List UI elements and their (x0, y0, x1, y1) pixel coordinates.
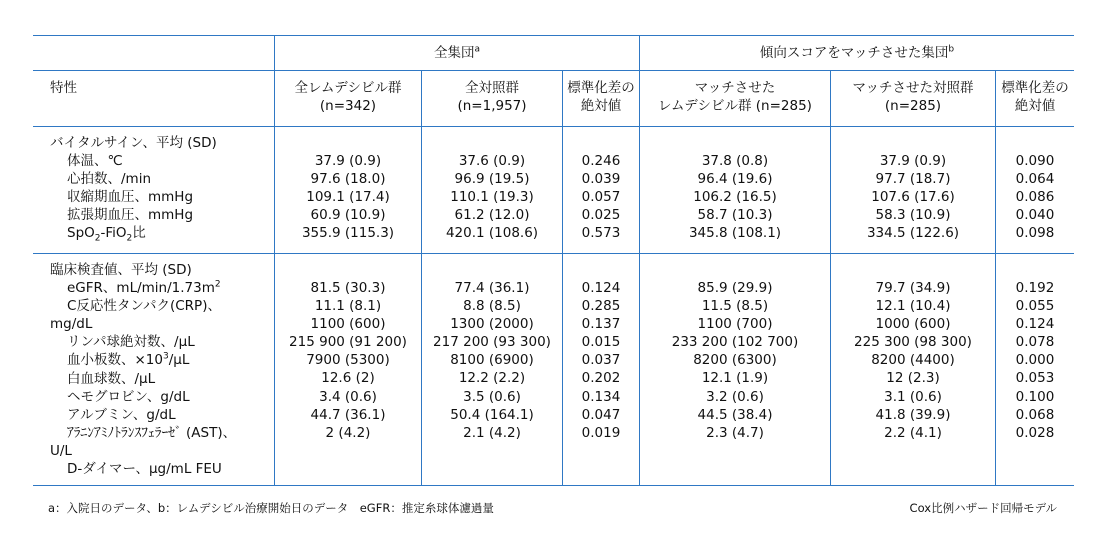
cell: 0.100 (1015, 388, 1055, 405)
cell: 0.064 (1015, 171, 1055, 188)
cell: 8100 (6900) (450, 352, 534, 369)
cell: 81.5 (30.3) (310, 280, 386, 296)
cell: 3.1 (0.6) (884, 388, 942, 405)
cell: 1000 (600) (875, 316, 951, 333)
cell: 0.000 (1015, 352, 1055, 369)
col-header-matched-control (831, 79, 995, 115)
labs-heading: 臨床検査値、平均 (SD) (50, 262, 192, 278)
cell: 355.9 (115.3) (301, 225, 395, 242)
cell: 0.137 (581, 316, 621, 333)
table-top-rule (33, 35, 1074, 36)
cell: 8.8 (8.5) (463, 298, 521, 315)
fio2-text: -FiO (100, 225, 127, 242)
vitals-matched-remdesivir-col (640, 152, 830, 242)
cell: 110.1 (19.3) (450, 189, 534, 206)
cell: 0.039 (581, 171, 621, 188)
cell: 3.5 (0.6) (463, 388, 521, 405)
cell: 0.037 (581, 352, 621, 369)
cell: 0.055 (1015, 298, 1055, 315)
cell: 107.6 (17.6) (871, 189, 955, 206)
cell: 96.4 (19.6) (697, 171, 773, 188)
cell: 77.4 (36.1) (454, 280, 530, 296)
cell: 215 900 (91 200) (289, 334, 407, 351)
cell: 420.1 (108.6) (445, 225, 539, 242)
cell: 2.1 (4.2) (463, 424, 521, 441)
labs-all-remdesivir-col (275, 279, 421, 442)
col-header-matched-control-line2: (n=285) (884, 98, 942, 114)
cell: 217 200 (93 300) (433, 334, 551, 351)
cell: 334.5 (122.6) (866, 225, 960, 242)
cell: 3.2 (0.6) (706, 388, 764, 405)
vitals-heading: バイタルサイン、平均 (SD) (50, 135, 217, 151)
row-label: ヘモグロビン、g/dL (67, 388, 190, 405)
cell: 0.192 (1015, 280, 1055, 296)
row-label: C反応性タンパク(CRP)、 (67, 298, 221, 315)
row-label-platelet (50, 351, 236, 369)
cell: 41.8 (39.9) (875, 406, 951, 423)
cell: 1100 (700) (697, 316, 773, 333)
cell: 106.2 (16.5) (693, 189, 777, 206)
cell: 225 300 (98 300) (854, 334, 972, 351)
cell: 97.6 (18.0) (310, 171, 386, 188)
cell: 12.1 (10.4) (875, 298, 951, 315)
cell: 37.8 (0.8) (701, 153, 769, 169)
group-all-header (275, 44, 639, 62)
vitals-all-control-col (422, 152, 562, 242)
cell: 37.9 (0.9) (314, 153, 382, 169)
col-header-all-remdesivir-line2: (n=342) (319, 98, 377, 114)
cell: 2.2 (4.1) (884, 424, 942, 441)
col-header-smd-matched-line2: 絶対値 (1014, 98, 1056, 114)
row-label-egfr (50, 279, 236, 297)
col-header-smd-all (563, 79, 639, 115)
platelet-sup: 3 (163, 351, 169, 362)
egfr-text: eGFR、mL/min/1.73m (67, 280, 215, 297)
col-header-all-control (422, 79, 562, 115)
cell: 8200 (4400) (871, 352, 955, 369)
cell: 0.202 (581, 370, 621, 387)
cell: 0.053 (1015, 370, 1055, 387)
cell: 11.5 (8.5) (701, 298, 769, 315)
col-header-matched-remdesivir (640, 79, 830, 115)
row-label: U/L (50, 442, 72, 459)
cell: 85.9 (29.9) (697, 280, 773, 296)
labs-matched-control-col (831, 279, 995, 442)
cell: 37.6 (0.9) (458, 153, 526, 169)
vitals-all-remdesivir-col (275, 152, 421, 242)
cell: 0.285 (581, 298, 621, 315)
vitals-labels (50, 152, 217, 245)
cell: 37.9 (0.9) (879, 153, 947, 169)
labs-all-control-col (422, 279, 562, 442)
cell: 0.124 (1015, 316, 1055, 333)
cell: 12.2 (2.2) (458, 370, 526, 387)
cell: 12.1 (1.9) (701, 370, 769, 387)
col-header-smd-matched (996, 79, 1074, 115)
section-divider-rule (33, 253, 1074, 254)
cell: 7900 (5300) (306, 352, 390, 369)
row-label: アルブミン、g/dL (67, 406, 176, 423)
row-label: 収縮期血圧、mmHg (67, 189, 194, 206)
cell: 0.078 (1015, 334, 1055, 351)
spo2-text: SpO (67, 225, 95, 242)
cell: 0.086 (1015, 189, 1055, 206)
cell: 0.019 (581, 424, 621, 441)
cell: 0.068 (1015, 406, 1055, 423)
cell: 0.090 (1015, 153, 1055, 169)
vitals-smd-all-col (563, 152, 639, 242)
group-all-label: 全集団 (433, 45, 475, 61)
row-label: 拡張期血圧、mmHg (67, 207, 194, 224)
row-label: 白血球数、/µL (67, 370, 156, 387)
cell: 0.028 (1015, 424, 1055, 441)
cell: 61.2 (12.0) (454, 207, 530, 224)
row-label: リンパ球絶対数、/µL (67, 334, 195, 351)
group-matched-header (640, 44, 1074, 62)
cell: 60.9 (10.9) (310, 207, 386, 224)
group-all-sup: a (474, 44, 480, 55)
row-label: 心拍数、/min (67, 171, 152, 188)
cell: 96.9 (19.5) (454, 171, 530, 188)
col-header-all-control-line2: (n=1,957) (457, 98, 527, 114)
cell: 345.8 (108.1) (688, 225, 782, 242)
row-label: ｱﾗﾆﾝｱﾐﾉﾄﾗﾝｽﾌｪﾗｰｾﾞ (AST)、 (67, 424, 237, 441)
vitals-matched-control-col (831, 152, 995, 242)
cell: 12.6 (2) (321, 370, 375, 387)
platelet-unit: /µL (168, 352, 190, 369)
cell: 58.7 (10.3) (697, 207, 773, 224)
col-header-smd-matched-line1: 標準化差の (1001, 80, 1069, 96)
cell: 97.7 (18.7) (875, 171, 951, 188)
footnote-left: a：入院日のデータ、b：レムデシビル治療開始日のデータ eGFR：推定糸球体濾過量 (48, 501, 494, 515)
cell: 0.057 (581, 189, 621, 206)
cell: 44.5 (38.4) (697, 406, 773, 423)
row-label: D-ダイマー、µg/mL FEU (67, 461, 222, 478)
labs-smd-all-col (563, 279, 639, 442)
vitals-smd-matched-col (996, 152, 1074, 242)
group-matched-label: 傾向スコアをマッチさせた集団 (759, 45, 949, 61)
row-label-spo2 (67, 224, 217, 245)
cell: 79.7 (34.9) (875, 280, 951, 296)
col-header-smd-all-line2: 絶対値 (580, 98, 622, 114)
spo2-sub: 2 (94, 234, 101, 245)
fio2-sub: 2 (126, 234, 133, 245)
platelet-text: 血小板数、×10 (67, 352, 163, 369)
footnote-right: Cox比例ハザード回帰モデル (909, 501, 1057, 515)
col-header-matched-control-line1: マッチさせた対照群 (852, 80, 974, 96)
labs-smd-matched-col (996, 279, 1074, 442)
cell: 233 200 (102 700) (671, 334, 799, 351)
col-header-characteristic: 特性 (50, 80, 77, 96)
cell: 8200 (6300) (693, 352, 777, 369)
cell: 109.1 (17.4) (306, 189, 390, 206)
col-header-all-remdesivir-line1: 全レムデシビル群 (294, 80, 402, 96)
cell: 3.4 (0.6) (319, 388, 377, 405)
col-header-matched-remdesivir-line2: レムデシビル群 (n=285) (658, 98, 812, 114)
cell: 0.015 (581, 334, 621, 351)
cell: 0.098 (1015, 225, 1055, 242)
cell: 1300 (2000) (450, 316, 534, 333)
col-header-smd-all-line1: 標準化差の (567, 80, 635, 96)
col-header-all-remdesivir (275, 79, 421, 115)
cell: 44.7 (36.1) (310, 406, 386, 423)
cell: 0.134 (581, 388, 621, 405)
cell: 50.4 (164.1) (450, 406, 534, 423)
cell: 0.025 (581, 207, 621, 224)
column-header-rule (33, 126, 1074, 127)
cell: 58.3 (10.9) (875, 207, 951, 224)
vitals-section (50, 134, 217, 243)
col-header-all-control-line1: 全対照群 (465, 80, 519, 96)
cell: 0.047 (581, 406, 621, 423)
row-label: mg/dL (50, 316, 93, 333)
cell: 2 (4.2) (325, 424, 371, 441)
cell: 0.246 (581, 153, 621, 169)
group-matched-sup: b (948, 44, 955, 55)
col-header-matched-remdesivir-line1: マッチさせた (694, 80, 776, 96)
labs-matched-remdesivir-col (640, 279, 830, 442)
cell: 2.3 (4.7) (706, 424, 764, 441)
group-header-rule (33, 70, 1074, 71)
labs-section (50, 261, 236, 478)
egfr-sup: 2 (214, 279, 221, 290)
cell: 0.040 (1015, 207, 1055, 224)
row-label: 体温、℃ (67, 153, 123, 170)
cell: 12 (2.3) (886, 370, 940, 387)
ratio-text: 比 (132, 225, 146, 242)
cell: 0.124 (581, 280, 621, 296)
cell: 11.1 (8.1) (314, 298, 382, 315)
cell: 0.573 (581, 225, 621, 242)
cell: 1100 (600) (310, 316, 386, 333)
table-bottom-rule (33, 485, 1074, 486)
